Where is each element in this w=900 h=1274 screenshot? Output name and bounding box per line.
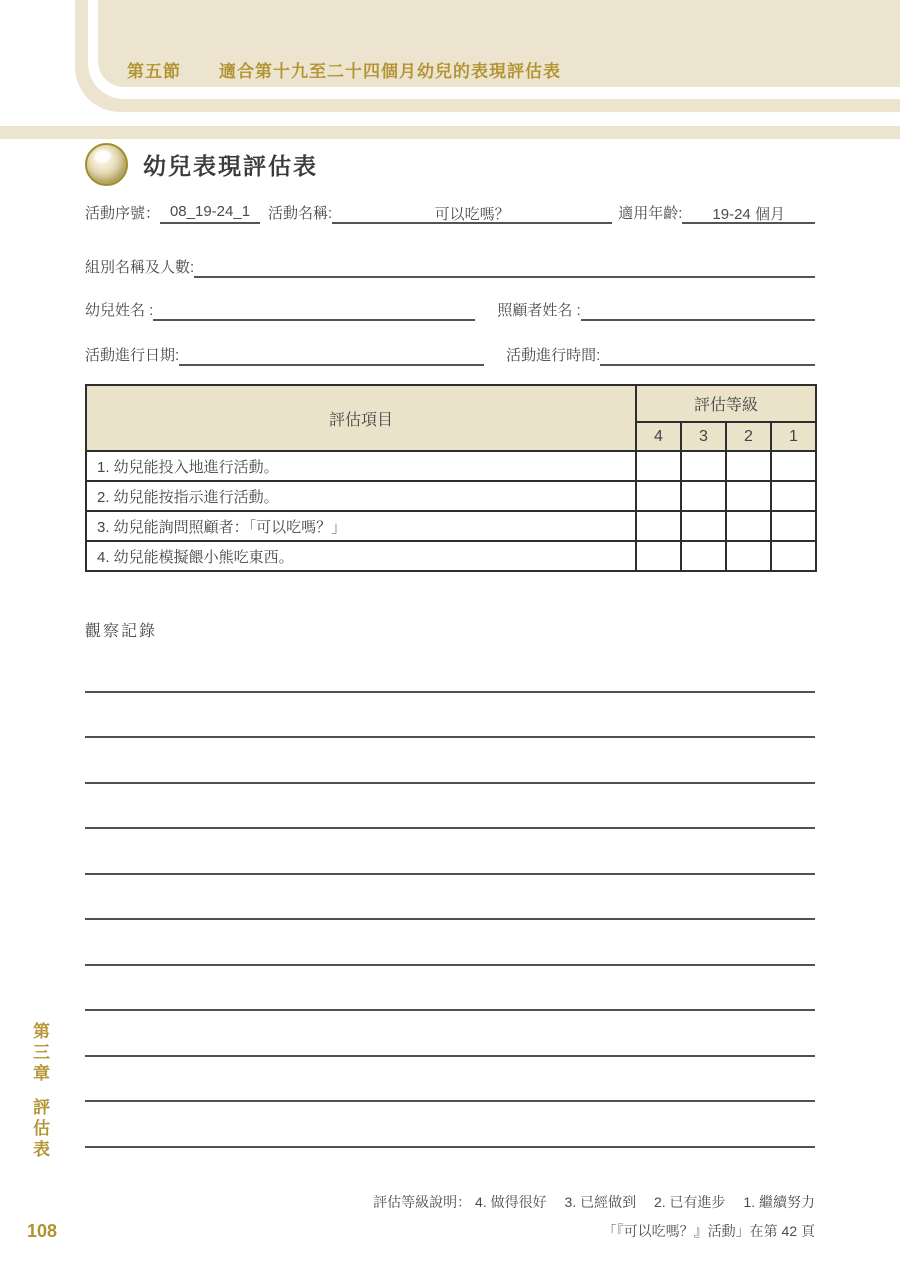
child-name-label: 幼兒姓名 : <box>85 302 154 319</box>
score-cell <box>771 451 816 481</box>
page-number: 108 <box>27 1221 58 1241</box>
activity-name-label: 活動名稱: <box>268 205 333 222</box>
caregiver-label: 照顧者姓名 : <box>497 302 581 319</box>
table-row <box>86 451 816 481</box>
form-title-row <box>85 143 318 186</box>
observation-line <box>85 1057 815 1103</box>
column-header-items: 評估項目 <box>86 385 636 451</box>
item-label: 3. 幼兒能詢問照顧者：「可以吃嗎？」 <box>86 511 636 541</box>
activity-name-field: 可以吃嗎？ <box>332 203 612 224</box>
item-label: 4. 幼兒能模擬餵小熊吃東西。 <box>86 541 636 571</box>
time-label: 活動進行時間: <box>506 347 601 364</box>
form-row-activity <box>85 202 815 224</box>
score-cell <box>681 541 726 571</box>
grade-col-2: 2 <box>726 422 771 451</box>
grade-col-1: 1 <box>771 422 816 451</box>
observation-line <box>85 875 815 921</box>
score-cell <box>726 511 771 541</box>
score-cell <box>726 541 771 571</box>
observation-line <box>85 693 815 739</box>
observation-line <box>85 784 815 830</box>
score-cell <box>681 511 726 541</box>
score-cell <box>636 541 681 571</box>
score-cell <box>681 451 726 481</box>
activity-no-field: 08_19-24_1 <box>160 203 260 224</box>
caregiver-field <box>581 300 815 321</box>
header-divider-strip <box>0 126 900 139</box>
activity-no-label: 活動序號： <box>85 205 161 222</box>
table-row <box>86 511 816 541</box>
observation-line <box>85 738 815 784</box>
score-cell <box>681 481 726 511</box>
observation-line <box>85 1102 815 1148</box>
activity-page-reference: 「『可以吃嗎？』活動」在第 42 頁 <box>602 1223 815 1239</box>
observation-label: 觀察記錄 <box>85 623 158 640</box>
page-title: 幼兒表現評估表 <box>143 153 318 179</box>
form-row-group <box>85 256 815 278</box>
score-cell <box>636 481 681 511</box>
chapter-sidebar <box>27 1022 52 1161</box>
observation-line <box>85 920 815 966</box>
grade-legend: 評估等級說明： 4. 做得很好 3. 已經做到 2. 已有進步 1. 繼續努力 <box>373 1194 815 1210</box>
date-field <box>179 345 484 366</box>
score-cell <box>636 451 681 481</box>
grade-col-3: 3 <box>681 422 726 451</box>
score-cell <box>636 511 681 541</box>
score-cell <box>726 451 771 481</box>
observation-line <box>85 966 815 1012</box>
child-name-field <box>153 300 475 321</box>
pearl-icon <box>85 143 128 186</box>
time-field <box>600 345 815 366</box>
form-row-datetime <box>85 344 815 366</box>
score-cell <box>726 481 771 511</box>
table-row <box>86 481 816 511</box>
section-title: 適合第十九至二十四個月幼兒的表現評估表 <box>219 62 561 81</box>
sidebar-chapter: 第三章 <box>30 1022 49 1085</box>
date-label: 活動進行日期: <box>85 347 180 364</box>
observation-line <box>85 829 815 875</box>
observation-line <box>85 1011 815 1057</box>
observation-line <box>85 647 815 693</box>
observation-lines <box>85 647 815 1148</box>
section-header <box>127 57 561 82</box>
age-field: 19-24 個月 <box>682 203 815 224</box>
column-header-grades: 評估等級 <box>636 385 816 422</box>
group-field <box>194 257 815 278</box>
section-number: 第五節 <box>127 62 181 81</box>
table-row <box>86 541 816 571</box>
score-cell <box>771 511 816 541</box>
score-cell <box>771 481 816 511</box>
age-label: 適用年齡: <box>618 205 683 222</box>
group-label: 組別名稱及人數: <box>85 259 195 276</box>
sidebar-chapter-label: 評估表 <box>30 1098 49 1161</box>
score-cell <box>771 541 816 571</box>
assessment-table <box>85 384 817 572</box>
form-row-names <box>85 299 815 321</box>
grade-col-4: 4 <box>636 422 681 451</box>
item-label: 2. 幼兒能按指示進行活動。 <box>86 481 636 511</box>
item-label: 1. 幼兒能投入地進行活動。 <box>86 451 636 481</box>
